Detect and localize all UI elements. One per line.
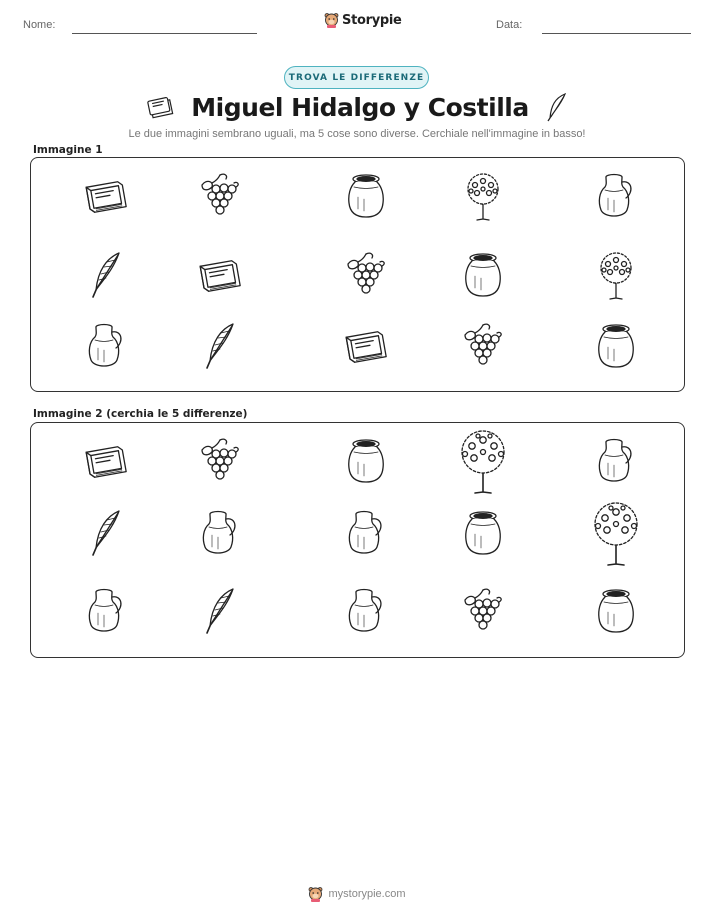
grapes-icon <box>196 436 244 491</box>
jug-icon <box>344 585 388 642</box>
tree-icon <box>459 171 507 226</box>
tree-large-icon <box>450 428 516 499</box>
footer-url: mystorypie.com <box>328 888 406 900</box>
tree-icon <box>592 250 640 305</box>
jug-icon <box>198 507 242 564</box>
image2-cell[interactable] <box>180 500 260 570</box>
image2-cell[interactable] <box>576 578 656 648</box>
image1-label: Immagine 1 <box>33 144 103 156</box>
image1-cell <box>66 313 146 383</box>
image1-cell <box>180 163 260 233</box>
grapes-icon <box>459 586 507 641</box>
pot-icon <box>344 171 388 226</box>
pot-icon <box>461 508 505 563</box>
image1-cell <box>326 313 406 383</box>
bear-mascot-icon <box>308 886 323 902</box>
image2-cell[interactable] <box>326 578 406 648</box>
jug-icon <box>344 507 388 564</box>
date-field-line[interactable] <box>542 33 691 34</box>
image1-cell <box>180 242 260 312</box>
image1-grid <box>31 158 684 391</box>
activity-type-badge: TROVA LE DIFFERENZE <box>284 66 429 89</box>
image1-cell <box>443 163 523 233</box>
date-label: Data: <box>496 19 523 31</box>
quill-feather-icon <box>545 92 569 122</box>
title-row <box>0 92 714 122</box>
feather-icon <box>201 586 239 641</box>
bear-mascot-icon <box>324 12 339 28</box>
image1-cell <box>326 242 406 312</box>
brand-logo <box>324 12 402 28</box>
image2-label: Immagine 2 (cerchia le 5 differenze) <box>33 408 248 420</box>
book-icon <box>145 94 175 120</box>
image1-cell <box>180 313 260 383</box>
jug-icon <box>594 170 638 227</box>
book-icon <box>194 253 246 302</box>
jug-icon <box>594 435 638 492</box>
footer <box>0 886 714 902</box>
page-title: Miguel Hidalgo y Costilla <box>191 92 529 122</box>
image2-cell[interactable] <box>443 428 523 498</box>
grapes-icon <box>342 250 390 305</box>
tree-large-icon <box>583 500 649 571</box>
image1-cell <box>576 163 656 233</box>
feather-icon <box>201 321 239 376</box>
grapes-icon <box>196 171 244 226</box>
pot-icon <box>594 321 638 376</box>
image2-cell[interactable] <box>66 578 146 648</box>
image1-panel <box>30 157 685 392</box>
image1-cell <box>443 313 523 383</box>
feather-icon <box>87 250 125 305</box>
grapes-icon <box>459 321 507 376</box>
image1-cell <box>576 313 656 383</box>
image1-cell <box>443 242 523 312</box>
book-icon <box>80 439 132 488</box>
image1-cell <box>66 242 146 312</box>
feather-icon <box>87 508 125 563</box>
brand-name: Storypie <box>342 12 402 28</box>
pot-icon <box>344 436 388 491</box>
image2-cell[interactable] <box>576 428 656 498</box>
image2-panel[interactable] <box>30 422 685 658</box>
image1-cell <box>66 163 146 233</box>
image2-cell[interactable] <box>443 578 523 648</box>
book-icon <box>340 324 392 373</box>
book-icon <box>80 174 132 223</box>
image2-cell[interactable] <box>180 578 260 648</box>
pot-icon <box>594 586 638 641</box>
image1-cell <box>326 163 406 233</box>
image2-grid[interactable] <box>31 423 684 657</box>
image2-cell[interactable] <box>576 500 656 570</box>
image2-cell[interactable] <box>66 428 146 498</box>
instructions: Le due immagini sembrano uguali, ma 5 cose sono diverse. Cerchiale nell'immagine in basso! <box>128 128 586 140</box>
name-label: Nome: <box>23 19 56 31</box>
image2-cell[interactable] <box>326 428 406 498</box>
image2-cell[interactable] <box>180 428 260 498</box>
jug-icon <box>84 585 128 642</box>
image2-cell[interactable] <box>326 500 406 570</box>
pot-icon <box>461 250 505 305</box>
name-field-line[interactable] <box>72 33 257 34</box>
jug-icon <box>84 320 128 377</box>
image2-cell[interactable] <box>66 500 146 570</box>
image1-cell <box>576 242 656 312</box>
image2-cell[interactable] <box>443 500 523 570</box>
